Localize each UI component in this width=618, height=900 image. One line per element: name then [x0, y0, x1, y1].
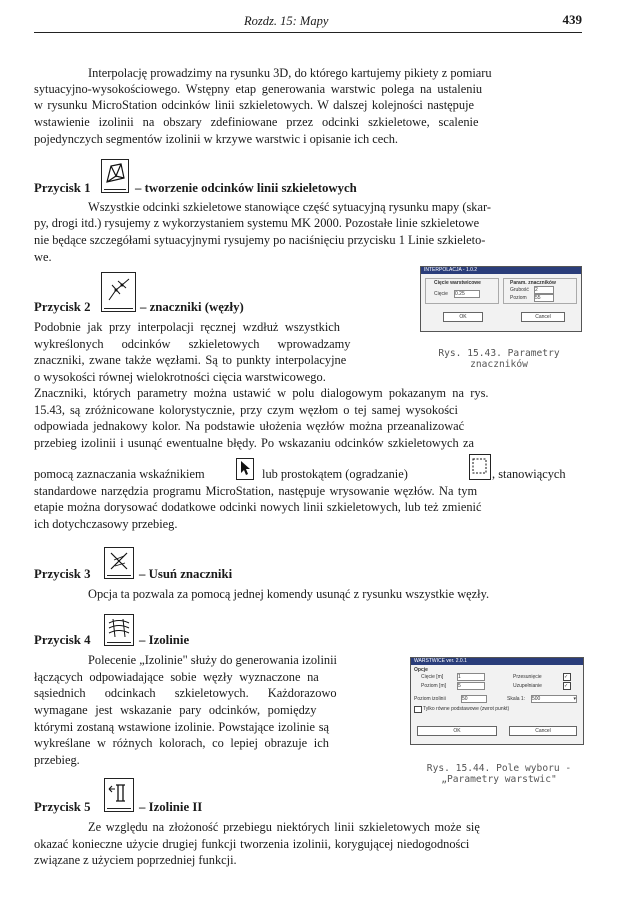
button2-text: Znaczniki, których parametry można ustawić w polu dialogowym pokazanym na rys. [34, 386, 489, 400]
button2-text: odpowiada jednakowy kolor. Na podstawie ułożenia węzłów można przeanalizować [34, 419, 465, 433]
button1-text: py, drogi itd.) rysujemy z wykorzystaniem systemu MK 2000. Pozostałe linie szkieletowe [34, 216, 480, 230]
element-selection-button[interactable] [236, 458, 254, 480]
button4-text: Polecenie „Izolinie" służy do generowania izolinii [88, 653, 337, 667]
button1-text: Wszystkie odcinki szkieletowe stanowiące część sytuacyjną rysunku mapy (skar- [88, 200, 491, 214]
dialog-titlebar: INTERPOLACJA - 1.0.2 [421, 267, 581, 274]
pointer-arrow-icon [237, 459, 253, 477]
fence-rectangle-icon [470, 455, 490, 479]
intro-line: Interpolację prowadzimy na rysunku 3D, do którego kartujemy pikiety z pomiaru [88, 66, 492, 80]
isoline-params-dialog: WARSTWICE ver. 2.0.1 Opcje Cięcie [m] 1 Przesunięcie ✓ Poziom [m] 5 Uzupełnianie ✓ Poziom izolinii 50 Skala 1: 500 ▾ Tylko równe podstawowe (zwrot punkt) OK Cancel [410, 657, 584, 745]
isolines-ii-icon [105, 779, 133, 807]
button2-text: znaczniki, zwane także węzłami. Są to punkty interpolacyjne [34, 353, 347, 367]
button4-title: – Izolinie [139, 633, 190, 647]
button4-heading: Przycisk 4 [34, 633, 91, 647]
button5-text: związane z użyciem poprzedniej funkcji. [34, 853, 237, 867]
cut-input[interactable]: 1 [457, 673, 485, 681]
button2-text: pomocą zaznaczania wskaźnikiem [34, 467, 205, 481]
button2-text: standardowe narzędzia programu MicroStation, następuje wrysowanie węzłów. Na tym [34, 484, 478, 498]
button1-title: – tworzenie odcinków linii szkieletowych [135, 181, 357, 195]
skeleton-lines-button[interactable] [101, 159, 129, 193]
only-basic-checkbox[interactable] [414, 706, 422, 713]
button2-text: o wysokości równej wielokrotności cięcia warstwicowego. [34, 370, 326, 384]
scale-select[interactable]: 500 ▾ [532, 696, 576, 702]
cut-input[interactable]: 0.25 [454, 290, 480, 298]
nodes-button[interactable] [101, 272, 136, 312]
intro-line: pojedynczych segmentów izolinii w krzywe warstwic i opisanie ich cech. [34, 132, 399, 146]
marker-params-dialog [420, 266, 582, 332]
fill-checkbox[interactable]: ✓ [563, 682, 571, 690]
button4-text: którymi zostaną wstawione izolinie. Powstające izolinie są [34, 720, 330, 734]
button5-title: – Izolinie II [139, 800, 203, 814]
delete-nodes-icon [105, 548, 133, 574]
button2-title: – znaczniki (węzły) [140, 300, 244, 314]
button2-text: 15.43, są zróżnicowane kolorystycznie, przy czym węzłom o tej samej wysokości [34, 403, 458, 417]
figure-caption: Rys. 15.43. Parametry znaczników [438, 348, 560, 370]
button2-text: etapie można dorysować dodatkowe odcinki nowych linii szkieletowych, lub też zmienić [34, 500, 482, 514]
button1-heading: Przycisk 1 [34, 181, 91, 195]
level-input[interactable]: 55 [534, 294, 554, 302]
level-input[interactable]: 5 [457, 682, 485, 690]
button1-text: we. [34, 250, 52, 264]
isolines-ii-button[interactable] [104, 778, 134, 812]
cut-group: Cięcie warstwicowe Cięcie 0.25 [425, 278, 499, 304]
skeleton-lines-icon [102, 160, 128, 188]
shift-checkbox[interactable]: ✓ [563, 673, 571, 681]
figure-caption: Rys. 15.44. Pole wyboru - „Parametry warstwic" [426, 763, 572, 785]
button2-text: Podobnie jak przy interpolacji ręcznej wzdłuż wszystkich [34, 320, 340, 334]
button3-heading: Przycisk 3 [34, 567, 91, 581]
button2-text: , stanowiących [492, 467, 566, 481]
button5-heading: Przycisk 5 [34, 800, 91, 814]
intro-line: sytuacyjno-wysokościowego. Wstępny etap generowania warstwic polega na ustaleniu [34, 82, 483, 96]
dialog-titlebar: WARSTWICE ver. 2.0.1 [411, 658, 583, 665]
button4-text: przebieg. [34, 753, 80, 767]
ok-button[interactable]: OK [417, 726, 497, 736]
intro-line: w rysunku MicroStation odcinków linii szkieletowych. W dalszej kolejności następuje [34, 98, 475, 112]
cancel-button[interactable]: Cancel [521, 312, 565, 322]
isolines-button[interactable] [104, 614, 134, 646]
button5-text: okazać konieczne użycie drugiej funkcji tworzenia izolinii, korygującej niedogodności [34, 837, 470, 851]
chapter-title: Rozdz. 15: Mapy [244, 14, 329, 28]
button2-heading: Przycisk 2 [34, 300, 91, 314]
fence-button[interactable] [469, 454, 491, 480]
button4-text: wykreślane w różnych kolorach, co lepiej obrazuje ich [34, 736, 329, 750]
page-number: 439 [562, 12, 582, 27]
page-header [34, 10, 582, 33]
button3-text: Opcja ta pozwala za pomocą jednej komendy usunąć z rysunku wszystkie węzły. [88, 587, 490, 601]
intro-line: wstawienie izolinii na obszary zdefiniowane przez odcinki szkieletowe, scalenie [34, 115, 479, 129]
button4-text: wymagane jest wskazanie pary odcinków, pomiędzy [34, 703, 317, 717]
isolines-icon [105, 615, 133, 641]
button4-text: łączących odpowiadające sobie węzły wyznaczone na [34, 670, 319, 684]
button1-text: nie będące szczegółami sytuacyjnymi rysujemy po naciśnięciu przycisku 1 Linie szkieleto- [34, 233, 486, 247]
button2-text: przebieg izolinii i usunąć ewentualne błędy. Po wskazaniu odcinków szkieletowych za [34, 436, 474, 450]
isoline-level-input[interactable]: 50 [461, 695, 487, 703]
button5-text: Ze względu na złożoność przebiegu niektórych linii szkieletowych może się [88, 820, 480, 834]
ok-button[interactable]: OK [443, 312, 483, 322]
delete-nodes-button[interactable] [104, 547, 134, 579]
button2-text: wykreślonych odcinków szkieletowych wprowadzamy [34, 337, 351, 351]
nodes-icon [102, 273, 135, 307]
button3-title: – Usuń znaczniki [139, 567, 233, 581]
button4-text: sąsiednich odcinkach szkieletowych. Każdorazowo [34, 686, 337, 700]
button2-text: ich dotychczasowy przebieg. [34, 517, 178, 531]
thickness-input[interactable]: 2 [534, 286, 554, 294]
button2-text: lub prostokątem (ogradzanie) [262, 467, 408, 481]
marker-group: Param. znaczników Grubość 2 Poziom 55 [503, 278, 577, 304]
cancel-button[interactable]: Cancel [509, 726, 577, 736]
